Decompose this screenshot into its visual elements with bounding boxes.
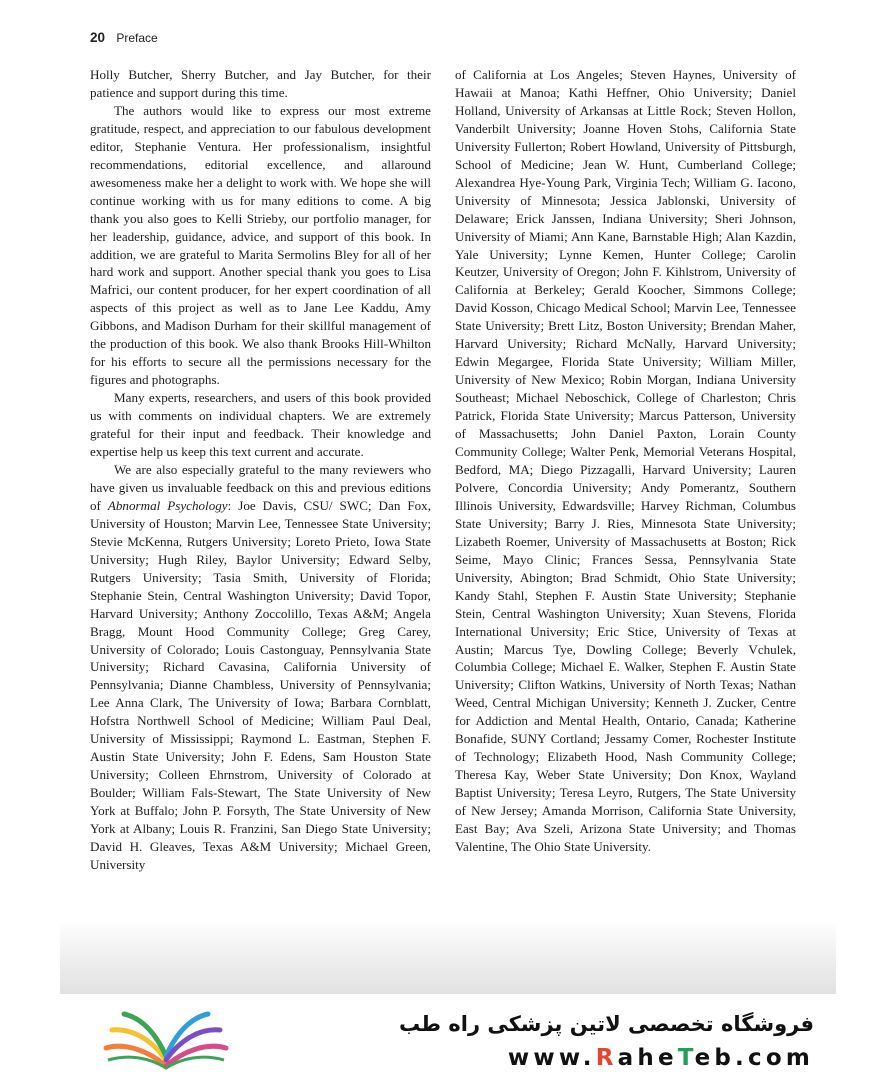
shop-url xyxy=(508,1045,814,1071)
shop-name: فروشگاه تخصصی لاتین پزشکی راه طب xyxy=(399,1012,814,1036)
paragraph: of California at Los Angeles; Steven Haynes, University of Hawaii at Manoa; Kathi Heffner, Ohio University; Daniel Holland, University of Arkansas at Little Rock; Steven Hollon, Vanderbilt University; Joanne Hoven Stohs, California State University Fullerton; Robert Howland, University of Pittsburgh, School of Medicine; Jean W. Hunt, Cumberland College; Alexandrea Hye-Young Park, Virginia Tech; William G. Iacono, University of Minnesota; Jessica Jablonski, University of Delaware; Erick Janssen, Indiana University; Sheri Johnson, University of Miami; Ann Kane, Barnstable High; Alan Kazdin, Yale University; Lynne Kemen, Hunter College; Carolin Keutzer, University of Oregon; John F. Kihlstrom, University of California at Berkeley; Gerald Koocher, Simmons College; David Kosson, Chicago Medical School; Marvin Lee, Tennessee State University; Brett Litz, Boston University; Brendan Maher, Harvard University; Richard McNally, Harvard University; Edwin Megargee, Florida State University; William Miller, University of New Mexico; Robin Morgan, Indiana University Southeast; Michael Neboschick, College of Charleston; Chris Patrick, Florida State University; Marcus Patterson, University of Massachusetts; John Daniel Paxton, Lorain County Community College; Walter Penk, Memorial Veterans Hospital, Bedford, MA; Diego Pizzagalli, Harvard University; Lauren Polvere, Concordia University; Andy Pomerantz, Southern Illinois University, Edwardsville; Harvey Richman, Columbus State University; Barry J. Ries, Minnesota State University; Lizabeth Roemer, University of Massachusetts at Boston; Rick Seime, Mayo Clinic; Frances Sessa, Pennsylvania State University, Abington; Brad Schmidt, Ohio State University; Kandy Stahl, Stephen F. Austin State University; Stephanie Stein, Central Washington University; Xuan Stevens, Florida International University; Eric Stice, University of Texas at Austin; Marcus Tye, Dowling College; Beverly Vchulek, Columbia College; Michael E. Walker, Stephen F. Austin State University; Clifton Watkins, University of North Texas; Nathan Weed, Central Michigan University; Kenneth J. Zucker, Centre for Addiction and Mental Health, Ontario, Canada; Katherine Bonafide, SUNY Cortland; Jessamy Comer, Rochester Institute of Technology; Elizabeth Hood, Nash Community College; Theresa Kay, Weber State University; Don Knox, Wayland Baptist University; Teresa Leyro, Rutgers, The State University of New Jersey; Amanda Morrison, California State University, East Bay; Ava Szeli, Arizona State University; and Thomas Valentine, The Ohio State University. xyxy=(455,67,796,854)
scan-shadow xyxy=(60,920,836,994)
section-title: Preface xyxy=(116,31,158,45)
paragraph-text: We are also especially grateful to the many reviewers who have given us invaluable feedback on this and previous editions of xyxy=(90,461,431,513)
open-book-rainbow-logo-icon xyxy=(100,1008,232,1072)
paragraph: Many experts, researchers, and users of this book provided us with comments on individual chapters. We are extremely grateful for their input and feedback. Their knowledge and expertise help us keep this text current and accurate. xyxy=(90,390,431,460)
url-suffix: eb.com xyxy=(694,1045,814,1071)
right-column xyxy=(455,66,796,856)
url-accent-r: R xyxy=(595,1045,618,1071)
url-accent-t: T xyxy=(677,1045,695,1071)
paragraph: The authors would like to express our most extreme gratitude, respect, and appreciation to our fabulous development editor, Stephanie Ventura. Her professionalism, insightful recommendations, editorial excellence, and allaround awesomeness make her a delight to work with. We hope she will continue working with us for many editions to come. A big thank you also goes to Kelli Strieby, our portfolio manager, for her leadership, guidance, advice, and support of this book. In addition, we are grateful to Marita Sermolins Bley for all of her hard work and support. Another special thank you goes to Lisa Mafrici, our content producer, for her expert coordination of all aspects of this project as well as to Jane Lee Kaddu, Amy Gibbons, and Madison Durham for their skillful management of the production of this book. We also thank Brooks Hill-Whilton for his efforts to secure all the permissions necessary for the figures and photographs. xyxy=(90,102,431,388)
paragraph: Holly Butcher, Sherry Butcher, and Jay Butcher, for their patience and support during this time. xyxy=(90,67,431,100)
left-column xyxy=(90,66,431,874)
paragraph-text: : Joe Davis, CSU/ SWC; Dan Fox, University of Houston; Marvin Lee, Tennessee State University; Stevie McKenna, Rutgers University; Loreto Prieto, Iowa State University; Hugh Riley, Baylor University; Edward Selby, Rutgers University; Tasia Smith, University of Florida; Stephanie Stein, Central Washington University; David Topor, Harvard University; Anthony Zoccolillo, Texas A&M; Angela Bragg, Mount Hood Community College; Greg Carey, University of Colorado; Louis Castonguay, Pennsylvania State University; Richard Cavasina, California University of Pennsylvania; Dianne Chambless, University of Pennsylvania; Lee Anna Clark, The University of Iowa; Barbara Cornblatt, Hofstra Northwell School of Medicine; William Paul Deal, University of Mississippi; Raymond L. Eastman, Stephen F. Austin State University; John F. Edens, Sam Houston State University; Colleen Ehrnstrom, University of Colorado at Boulder; William Fals-Stewart, The State University of New York at Buffalo; John P. Forsyth, The State University of New York at Albany; Louis R. Franzini, San Diego State University; David H. Gleaves, Texas A&M University; Michael Green, University xyxy=(90,497,431,872)
book-title: Abnormal Psychology xyxy=(107,497,228,513)
url-mid: ahe xyxy=(617,1045,678,1071)
url-prefix: www. xyxy=(507,1045,596,1071)
running-header xyxy=(90,30,158,45)
page-number: 20 xyxy=(90,30,106,45)
paragraph xyxy=(90,461,431,874)
